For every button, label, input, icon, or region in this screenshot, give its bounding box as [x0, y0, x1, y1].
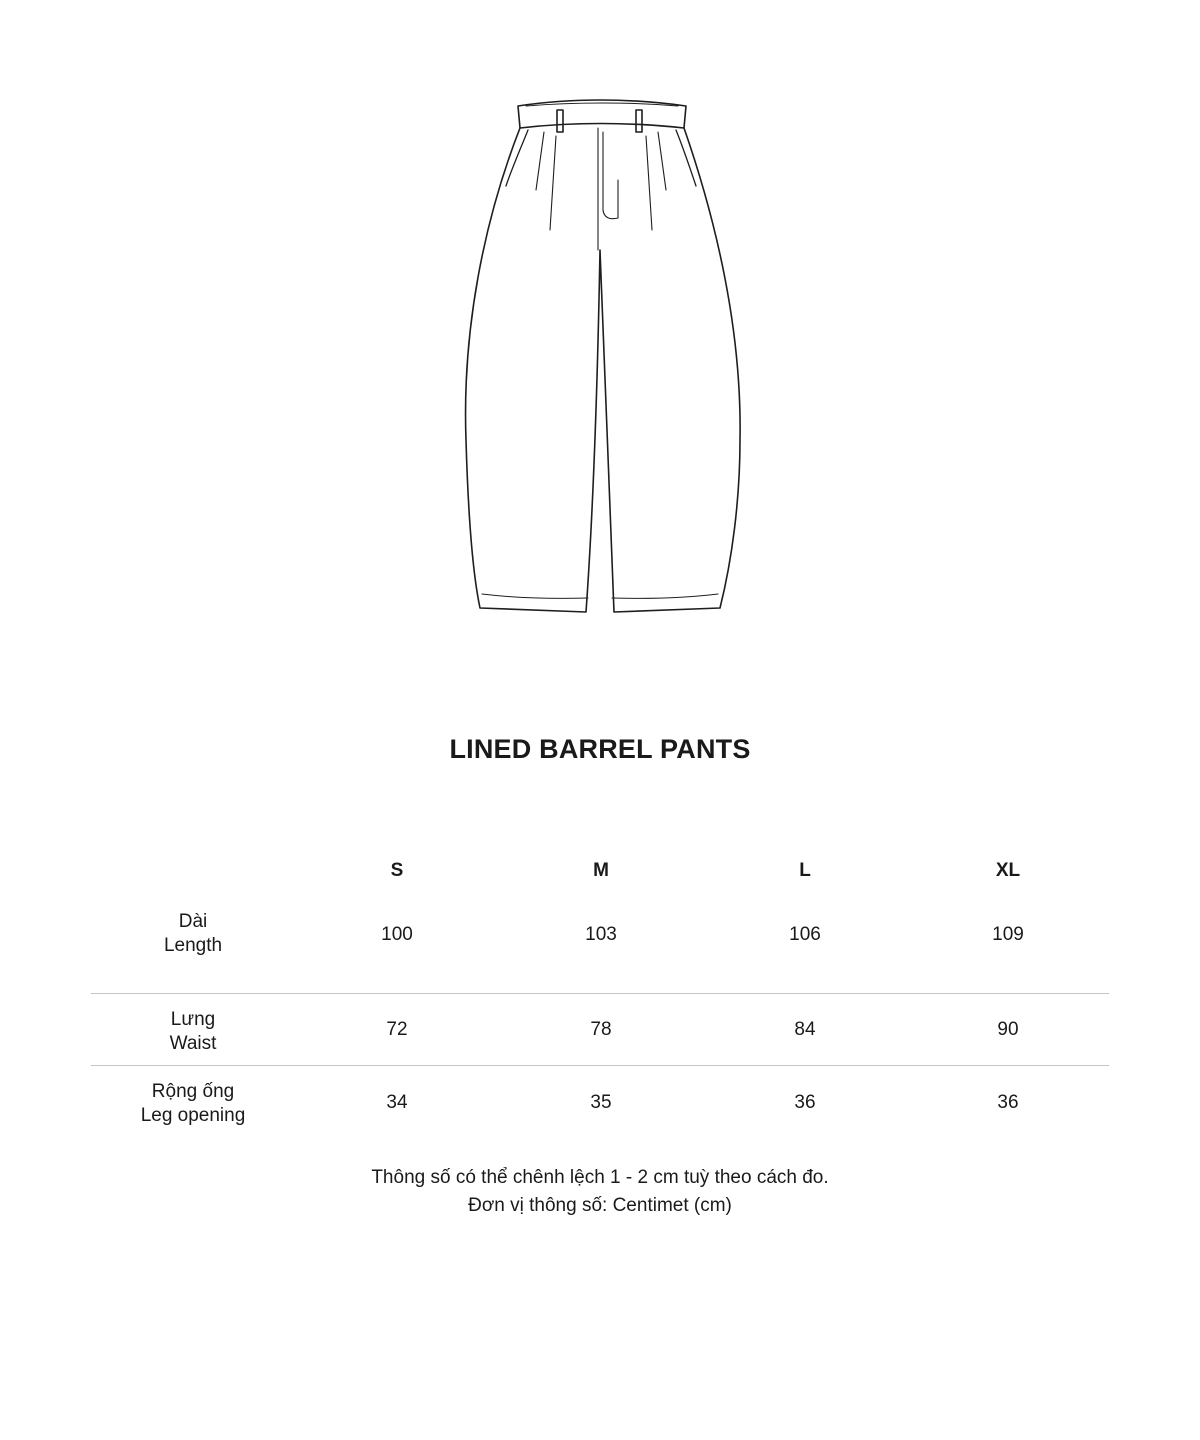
- table-cell: 103: [585, 924, 617, 945]
- size-header-xl: XL: [995, 860, 1021, 881]
- tolerance-note: Thông số có thể chênh lệch 1 - 2 cm tuỳ theo cách đo.: [371, 1167, 829, 1188]
- size-header-s: S: [390, 860, 404, 881]
- product-illustration: [0, 0, 1200, 660]
- size-chart-table: [91, 848, 1109, 1142]
- size-header-m: M: [593, 860, 609, 881]
- table-cell: 106: [789, 924, 821, 945]
- row-label-en: Leg opening: [140, 1105, 246, 1126]
- table-row-leg-opening: [91, 1066, 1109, 1142]
- table-cell: 35: [590, 1092, 612, 1113]
- table-cell: 90: [997, 1019, 1019, 1040]
- row-label-leg-opening: [113, 1080, 273, 1128]
- table-cell: 100: [381, 924, 413, 945]
- size-header-row: [91, 848, 1109, 896]
- row-label-length: [113, 910, 273, 958]
- row-label-vi: Lưng: [170, 1009, 216, 1030]
- table-cell: 109: [992, 924, 1024, 945]
- row-label-vi: Dài: [178, 911, 208, 932]
- size-header-l: L: [799, 860, 811, 881]
- measurement-notes: [0, 1164, 1200, 1220]
- row-label-en: Length: [163, 935, 223, 956]
- unit-note: Đơn vị thông số: Centimet (cm): [468, 1195, 732, 1216]
- table-cell: 84: [794, 1019, 816, 1040]
- table-cell: 34: [386, 1092, 408, 1113]
- table-row-length: [91, 910, 1109, 994]
- table-row-waist: [91, 994, 1109, 1066]
- row-label-waist: [113, 1008, 273, 1056]
- product-title: LINED BARREL PANTS: [449, 734, 751, 764]
- table-cell: 72: [386, 1019, 408, 1040]
- table-cell: 36: [794, 1092, 816, 1113]
- table-cell: 36: [997, 1092, 1019, 1113]
- table-cell: 78: [590, 1019, 612, 1040]
- barrel-pants-icon: [0, 0, 1200, 660]
- row-label-en: Waist: [169, 1033, 217, 1054]
- row-label-vi: Rộng ống: [151, 1081, 235, 1102]
